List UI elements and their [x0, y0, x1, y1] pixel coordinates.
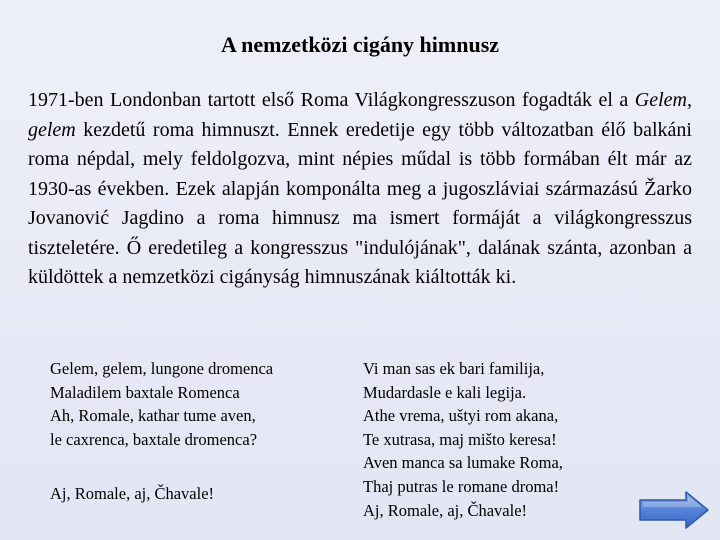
verse-left — [50, 357, 273, 451]
verse-right — [363, 357, 563, 522]
verse-line: le caxrenca, baxtale dromenca? — [50, 429, 258, 449]
verse-line: Te xutrasa, maj mišto keresa! — [363, 429, 557, 449]
verse-line: Aj, Romale, aj, Čhavale! — [363, 500, 528, 520]
verse-line: Mudardasle e kali legija. — [363, 382, 527, 402]
verse-line: Athe vrema, uštyi rom akana, — [363, 406, 559, 426]
verse-line: Maladilem baxtale Romenca — [50, 382, 240, 402]
verse-line: Vi man sas ek bari familija, — [363, 359, 545, 378]
verse-line: Aven manca sa lumake Roma, — [363, 453, 563, 473]
verse-line: Gelem, gelem, lungone dromenca — [50, 359, 274, 378]
page-title: A nemzetközi cigány himnusz — [220, 32, 500, 57]
song-title-italic: Gelem, gelem — [28, 89, 692, 141]
intro-text-part1: 1971-ben Londonban tartott első Roma Világkongresszuson fogadták el a — [28, 89, 635, 111]
right-arrow-icon — [638, 490, 710, 530]
verse-line: Ah, Romale, kathar tume aven, — [50, 406, 256, 426]
intro-text-part2: kezdetű roma himnuszt. Ennek eredetije egy több változatban élő balkáni roma népdal, mely feldolgozva, mint népies műdal is több formában élt már az 1930-as években. Ezek alapján komponálta meg a jugoszláviai származású Žarko Jovanović Jagdino a roma himnusz ma ismert formáját a világkongresszus tiszteletére. Ő eredetileg a kongresszus "indulójának", dalának szánta, azonban a küldöttek a nemzetközi cigányság himnuszának kiáltották ki. — [28, 118, 692, 288]
verse-line: Thaj putras le romane droma! — [363, 476, 560, 496]
next-slide-button[interactable] — [638, 490, 710, 530]
intro-paragraph — [28, 86, 692, 293]
refrain-left: Aj, Romale, aj, Čhavale! — [50, 484, 215, 503]
